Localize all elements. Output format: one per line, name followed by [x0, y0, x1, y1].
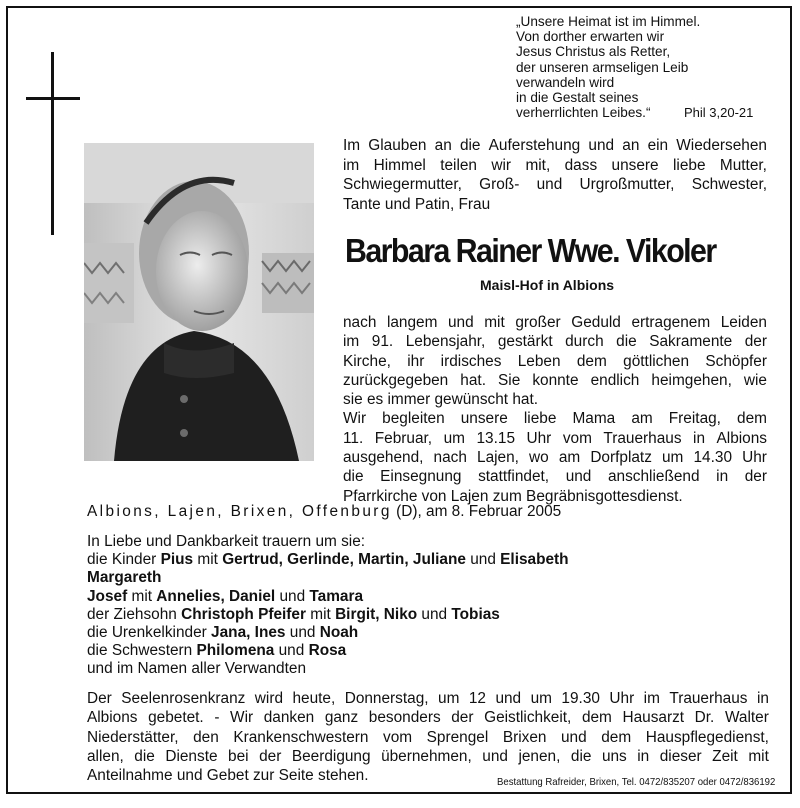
mourner-text: die Urenkelkinder	[87, 624, 212, 642]
quote-line: in die Gestalt seines	[516, 90, 639, 106]
bible-quote	[516, 14, 776, 120]
quote-line: der unseren armseligen Leib	[516, 59, 689, 75]
mourner-name: Josef	[87, 587, 128, 605]
mourner-name: Margareth	[87, 569, 162, 587]
mourner-name: Noah	[319, 624, 359, 642]
mourner-name: Christoph Pfeifer	[181, 605, 306, 623]
portrait-photo	[84, 143, 314, 461]
quote-line: Jesus Christus als Retter,	[516, 44, 671, 60]
body-line: nach langem und mit großer Geduld ertragenem Leiden	[343, 314, 767, 331]
rosary-text	[87, 689, 769, 785]
body-line: ausgehend, nach Lajen, wo am Dorfplatz um 14.30 Uhr	[343, 449, 767, 467]
body-line: zurückgegeben hat. Sie konnte endlich heimgehen, wie	[343, 371, 767, 389]
body-line: sie es immer gewünscht hat.	[343, 391, 539, 409]
rosary-line: allen, die Dienste bei der Beerdigung übernehmen, und jenen, die uns in dieser Zeit mit	[87, 747, 769, 765]
intro-line: im Himmel teilen wir mit, dass unsere liebe Mutter,	[343, 156, 767, 174]
body-line: die Einsegnung stattfindet, und anschließend in der	[343, 468, 767, 486]
mourner-name: Gertrud, Gerlinde, Martin, Juliane	[222, 551, 466, 569]
rosary-line: Niederstätter, den Krankenschwestern vom Sprengel Brixen und dem Hauspflegedienst,	[87, 728, 769, 746]
mourner-name: Tamara	[309, 587, 364, 605]
funeral-home-footer: Bestattung Rafreider, Brixen, Tel. 0472/835207 oder 0472/836192	[497, 777, 776, 788]
deceased-farm: Maisl-Hof in Albions	[480, 277, 615, 293]
body-line: 11. Februar, um 13.15 Uhr vom Trauerhaus in Albions	[343, 429, 767, 447]
mourner-name: Elisabeth	[500, 551, 569, 569]
mourner-name: Pius	[160, 551, 194, 569]
mourner-text: und	[274, 642, 309, 660]
deceased-name: Barbara Rainer Wwe. Vikoler	[345, 232, 716, 269]
intro-line: Tante und Patin, Frau	[343, 195, 491, 213]
mourner-text: die Kinder	[87, 551, 161, 569]
mourner-row	[87, 624, 777, 642]
intro-text	[343, 136, 767, 214]
mourner-text: mit	[127, 587, 157, 605]
quote-reference: Phil 3,20-21	[684, 105, 754, 121]
mourner-text: und	[275, 587, 310, 605]
quote-line: verwandeln wird	[516, 74, 615, 90]
mourner-text: und	[285, 624, 320, 642]
mourner-text: und	[465, 551, 501, 569]
quote-line: Von dorther erwarten wir	[516, 29, 665, 45]
mourner-name: Philomena	[196, 642, 275, 660]
intro-line: Schwiegermutter, Groß- und Urgroßmutter, Schwester,	[343, 176, 767, 193]
mourner-row	[87, 588, 777, 606]
mourner-text: mit	[193, 551, 223, 569]
mourners-list	[87, 533, 777, 679]
body-line: im 91. Lebensjahr, gestärkt durch die Sakramente der	[343, 333, 767, 351]
mourner-row	[87, 660, 777, 678]
body-line: Wir begleiten unsere liebe Mama am Freitag, dem	[343, 410, 767, 428]
mourner-name: Rosa	[308, 642, 347, 660]
intro-line: Im Glauben an die Auferstehung und an ein Wiedersehen	[343, 137, 767, 154]
mourner-name: Annelies, Daniel	[156, 587, 276, 605]
mourner-row	[87, 606, 777, 624]
rosary-line: Der Seelenrosenkranz wird heute, Donnerstag, um 12 und um 19.30 Uhr im Trauerhaus in	[87, 690, 769, 707]
body-text	[343, 313, 767, 506]
mourner-row	[87, 551, 777, 569]
rosary-line: Anteilnahme und Gebet zur Seite stehen.	[87, 767, 369, 785]
mourners-heading: In Liebe und Dankbarkeit trauern um sie:	[87, 533, 366, 550]
places-date-line	[87, 503, 561, 521]
body-line: Pfarrkirche von Lajen zum Begräbnisgottesdienst.	[343, 487, 683, 505]
notice-date: am 8. Februar 2005	[426, 503, 562, 520]
mourner-text: mit	[305, 605, 336, 623]
mourner-name: Tobias	[451, 605, 500, 623]
mourner-text: die Schwestern	[87, 642, 197, 660]
mourner-text: und	[417, 605, 452, 623]
places-country: (D),	[396, 503, 422, 520]
places-towns: Albions, Lajen, Brixen, Offenburg	[87, 503, 392, 520]
rosary-line: Albions gebetet. - Wir danken ganz besonders der Geistlichkeit, dem Hausarzt Dr. Walter	[87, 709, 769, 727]
body-line: Kirche, ihr irdisches Leben dem göttlichen Schöpfer	[343, 352, 767, 370]
mourner-text: der Ziehsohn	[87, 605, 182, 623]
quote-line: „Unsere Heimat ist im Himmel.	[516, 14, 701, 29]
mourner-row	[87, 642, 777, 660]
mourner-name: Birgit, Niko	[335, 605, 418, 623]
mourner-text: und im Namen aller Verwandten	[87, 660, 307, 678]
mourner-row	[87, 569, 777, 587]
mourner-name: Jana, Ines	[211, 624, 286, 642]
quote-line: verherrlichten Leibes.“	[516, 105, 651, 121]
